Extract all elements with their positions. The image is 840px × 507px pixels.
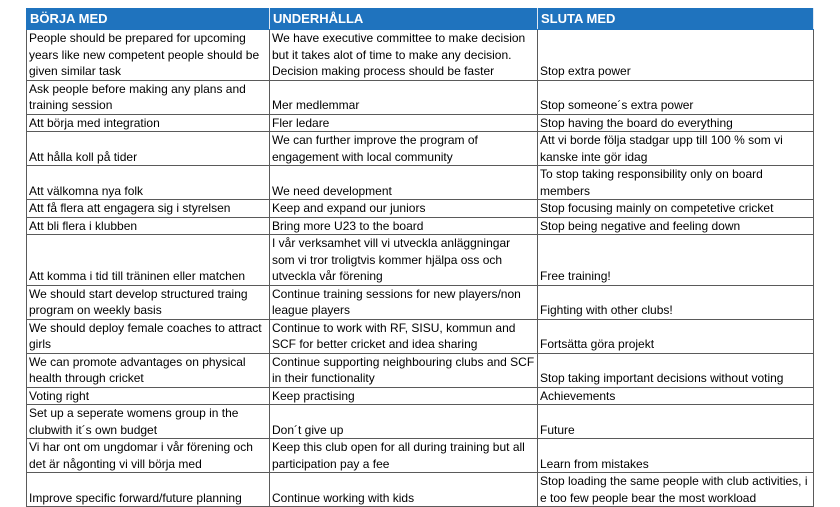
cell-underhalla: We have executive committee to make decision but it takes alot of time to make any decision. Decision making process should be faster <box>270 30 538 81</box>
header-borja-med: BÖRJA MED <box>27 9 270 30</box>
cell-sluta-med: Stop taking important decisions without voting <box>538 353 814 387</box>
cell-borja-med: Att välkomna nya folk <box>27 166 270 200</box>
table-row <box>27 132 814 166</box>
cell-sluta-med: Stop extra power <box>538 30 814 81</box>
cell-underhalla: Keep and expand our juniors <box>270 200 538 218</box>
table-row <box>27 200 814 218</box>
cell-sluta-med: Free training! <box>538 235 814 286</box>
table-row <box>27 80 814 114</box>
cell-sluta-med: Future <box>538 405 814 439</box>
table-row <box>27 30 814 81</box>
cell-borja-med: Att få flera att engagera sig i styrelsen <box>27 200 270 218</box>
plan-table-container <box>26 8 813 507</box>
table-row <box>27 217 814 235</box>
table-row <box>27 473 814 507</box>
cell-sluta-med: Achievements <box>538 387 814 405</box>
cell-underhalla: Continue working with kids <box>270 473 538 507</box>
table-row <box>27 353 814 387</box>
cell-borja-med: Att hålla koll på tider <box>27 132 270 166</box>
cell-borja-med: Att börja med integration <box>27 114 270 132</box>
table-row <box>27 387 814 405</box>
table-row <box>27 405 814 439</box>
header-underhalla: UNDERHÅLLA <box>270 9 538 30</box>
cell-sluta-med: To stop taking responsibility only on board members <box>538 166 814 200</box>
cell-underhalla: Continue training sessions for new players/non league players <box>270 285 538 319</box>
cell-underhalla: Continue supporting neighbouring clubs and SCF in their functionality <box>270 353 538 387</box>
cell-sluta-med: Fortsätta göra projekt <box>538 319 814 353</box>
cell-underhalla: Keep practising <box>270 387 538 405</box>
cell-borja-med: Improve specific forward/future planning <box>27 473 270 507</box>
table-body <box>27 30 814 507</box>
cell-underhalla: Mer medlemmar <box>270 80 538 114</box>
cell-underhalla: I vår verksamhet vill vi utveckla anläggningar som vi tror troligtvis kommer hjälpa oss och utveckla vår förening <box>270 235 538 286</box>
cell-underhalla: We can further improve the program of engagement with local community <box>270 132 538 166</box>
cell-sluta-med: Stop loading the same people with club activities, i e too few people bear the most workload <box>538 473 814 507</box>
cell-underhalla: Keep this club open for all during training but all participation pay a fee <box>270 439 538 473</box>
cell-borja-med: Att komma i tid till träninen eller matchen <box>27 235 270 286</box>
cell-borja-med: Voting right <box>27 387 270 405</box>
table-row <box>27 319 814 353</box>
header-sluta-med: SLUTA MED <box>538 9 814 30</box>
table-row <box>27 166 814 200</box>
cell-sluta-med: Att vi borde följa stadgar upp till 100 % som vi kanske inte gör idag <box>538 132 814 166</box>
cell-sluta-med: Stop someone´s extra power <box>538 80 814 114</box>
cell-borja-med: Ask people before making any plans and training session <box>27 80 270 114</box>
cell-sluta-med: Stop being negative and feeling down <box>538 217 814 235</box>
cell-underhalla: Fler ledare <box>270 114 538 132</box>
table-row <box>27 114 814 132</box>
table-row <box>27 439 814 473</box>
cell-underhalla: Bring more U23 to the board <box>270 217 538 235</box>
cell-borja-med: We can promote advantages on physical health through cricket <box>27 353 270 387</box>
cell-borja-med: Vi har ont om ungdomar i vår förening och det är någonting vi vill börja med <box>27 439 270 473</box>
table-row <box>27 285 814 319</box>
cell-borja-med: Att bli flera i klubben <box>27 217 270 235</box>
cell-underhalla: Don´t give up <box>270 405 538 439</box>
header-row <box>27 9 814 30</box>
plan-table <box>26 8 814 507</box>
cell-underhalla: We need development <box>270 166 538 200</box>
cell-borja-med: People should be prepared for upcoming years like new competent people should be given similar task <box>27 30 270 81</box>
cell-borja-med: We should start develop structured traing program on weekly basis <box>27 285 270 319</box>
cell-sluta-med: Learn from mistakes <box>538 439 814 473</box>
cell-sluta-med: Stop focusing mainly on competetive cricket <box>538 200 814 218</box>
table-row <box>27 235 814 286</box>
cell-sluta-med: Fighting with other clubs! <box>538 285 814 319</box>
cell-borja-med: We should deploy female coaches to attract girls <box>27 319 270 353</box>
cell-sluta-med: Stop having the board do everything <box>538 114 814 132</box>
cell-borja-med: Set up a seperate womens group in the clubwith it´s own budget <box>27 405 270 439</box>
cell-underhalla: Continue to work with RF, SISU, kommun and SCF for better cricket and idea sharing <box>270 319 538 353</box>
